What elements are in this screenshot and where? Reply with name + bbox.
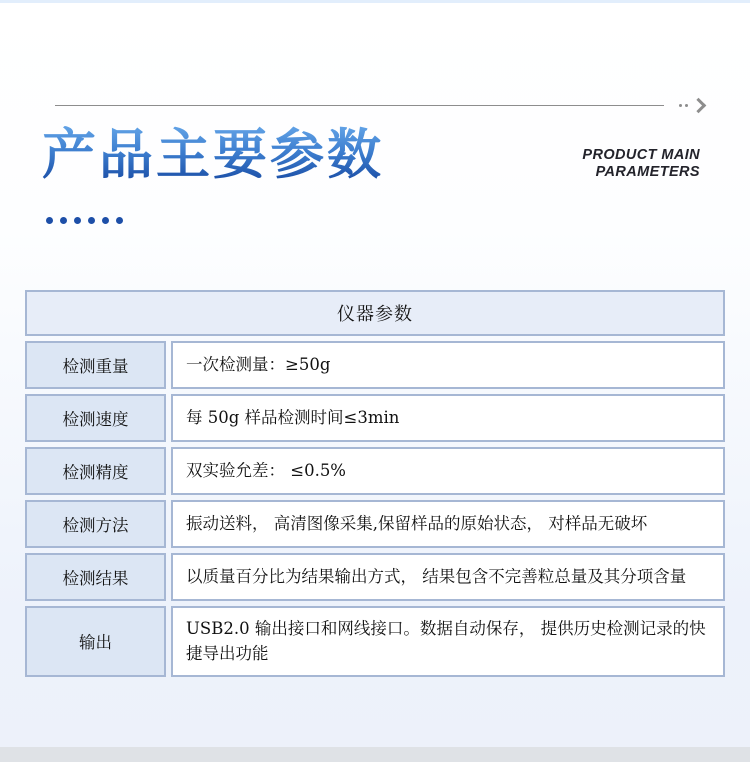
row-value: 双实验允差： ≤0.5% xyxy=(171,447,725,495)
row-label: 输出 xyxy=(25,606,166,677)
table-row xyxy=(25,341,725,389)
top-accent-line xyxy=(0,0,750,3)
page-title-english xyxy=(582,147,700,187)
decorative-dot xyxy=(88,217,95,224)
row-label: 检测速度 xyxy=(25,394,166,442)
decorative-dot xyxy=(46,217,53,224)
table-row xyxy=(25,553,725,601)
arrow-right-icon xyxy=(679,95,704,115)
chevron-right-icon xyxy=(691,97,707,113)
table-row xyxy=(25,606,725,677)
arrow-dot xyxy=(685,104,688,107)
table-row xyxy=(25,447,725,495)
row-label: 检测精度 xyxy=(25,447,166,495)
decorative-dot xyxy=(102,217,109,224)
page-title-english-line1: PRODUCT MAIN xyxy=(582,147,700,163)
row-label: 检测重量 xyxy=(25,341,166,389)
page-title: 产品主要参数 xyxy=(42,122,384,186)
row-label: 检测方法 xyxy=(25,500,166,548)
decorative-dot xyxy=(116,217,123,224)
table-row xyxy=(25,500,725,548)
row-value: USB2.0 输出接口和网线接口。数据自动保存， 提供历史检测记录的快捷导出功能 xyxy=(171,606,725,677)
divider-line xyxy=(55,105,664,106)
table-row xyxy=(25,394,725,442)
arrow-dot xyxy=(679,104,682,107)
dots-decoration xyxy=(46,217,750,224)
page-title-english-line2: PARAMETERS xyxy=(595,164,700,180)
decorative-dot xyxy=(60,217,67,224)
row-label: 检测结果 xyxy=(25,553,166,601)
row-value: 一次检测量：≥50g xyxy=(171,341,725,389)
row-value: 每 50g 样品检测时间≤3min xyxy=(171,394,725,442)
decorative-dot xyxy=(74,217,81,224)
row-value: 振动送料， 高清图像采集,保留样品的原始状态， 对样品无破坏 xyxy=(171,500,725,548)
table-header: 仪器参数 xyxy=(25,290,725,336)
section-divider xyxy=(0,95,750,115)
title-section xyxy=(0,115,750,187)
bottom-strip xyxy=(0,747,750,762)
parameters-table xyxy=(25,290,725,677)
row-value: 以质量百分比为结果输出方式， 结果包含不完善粒总量及其分项含量 xyxy=(171,553,725,601)
